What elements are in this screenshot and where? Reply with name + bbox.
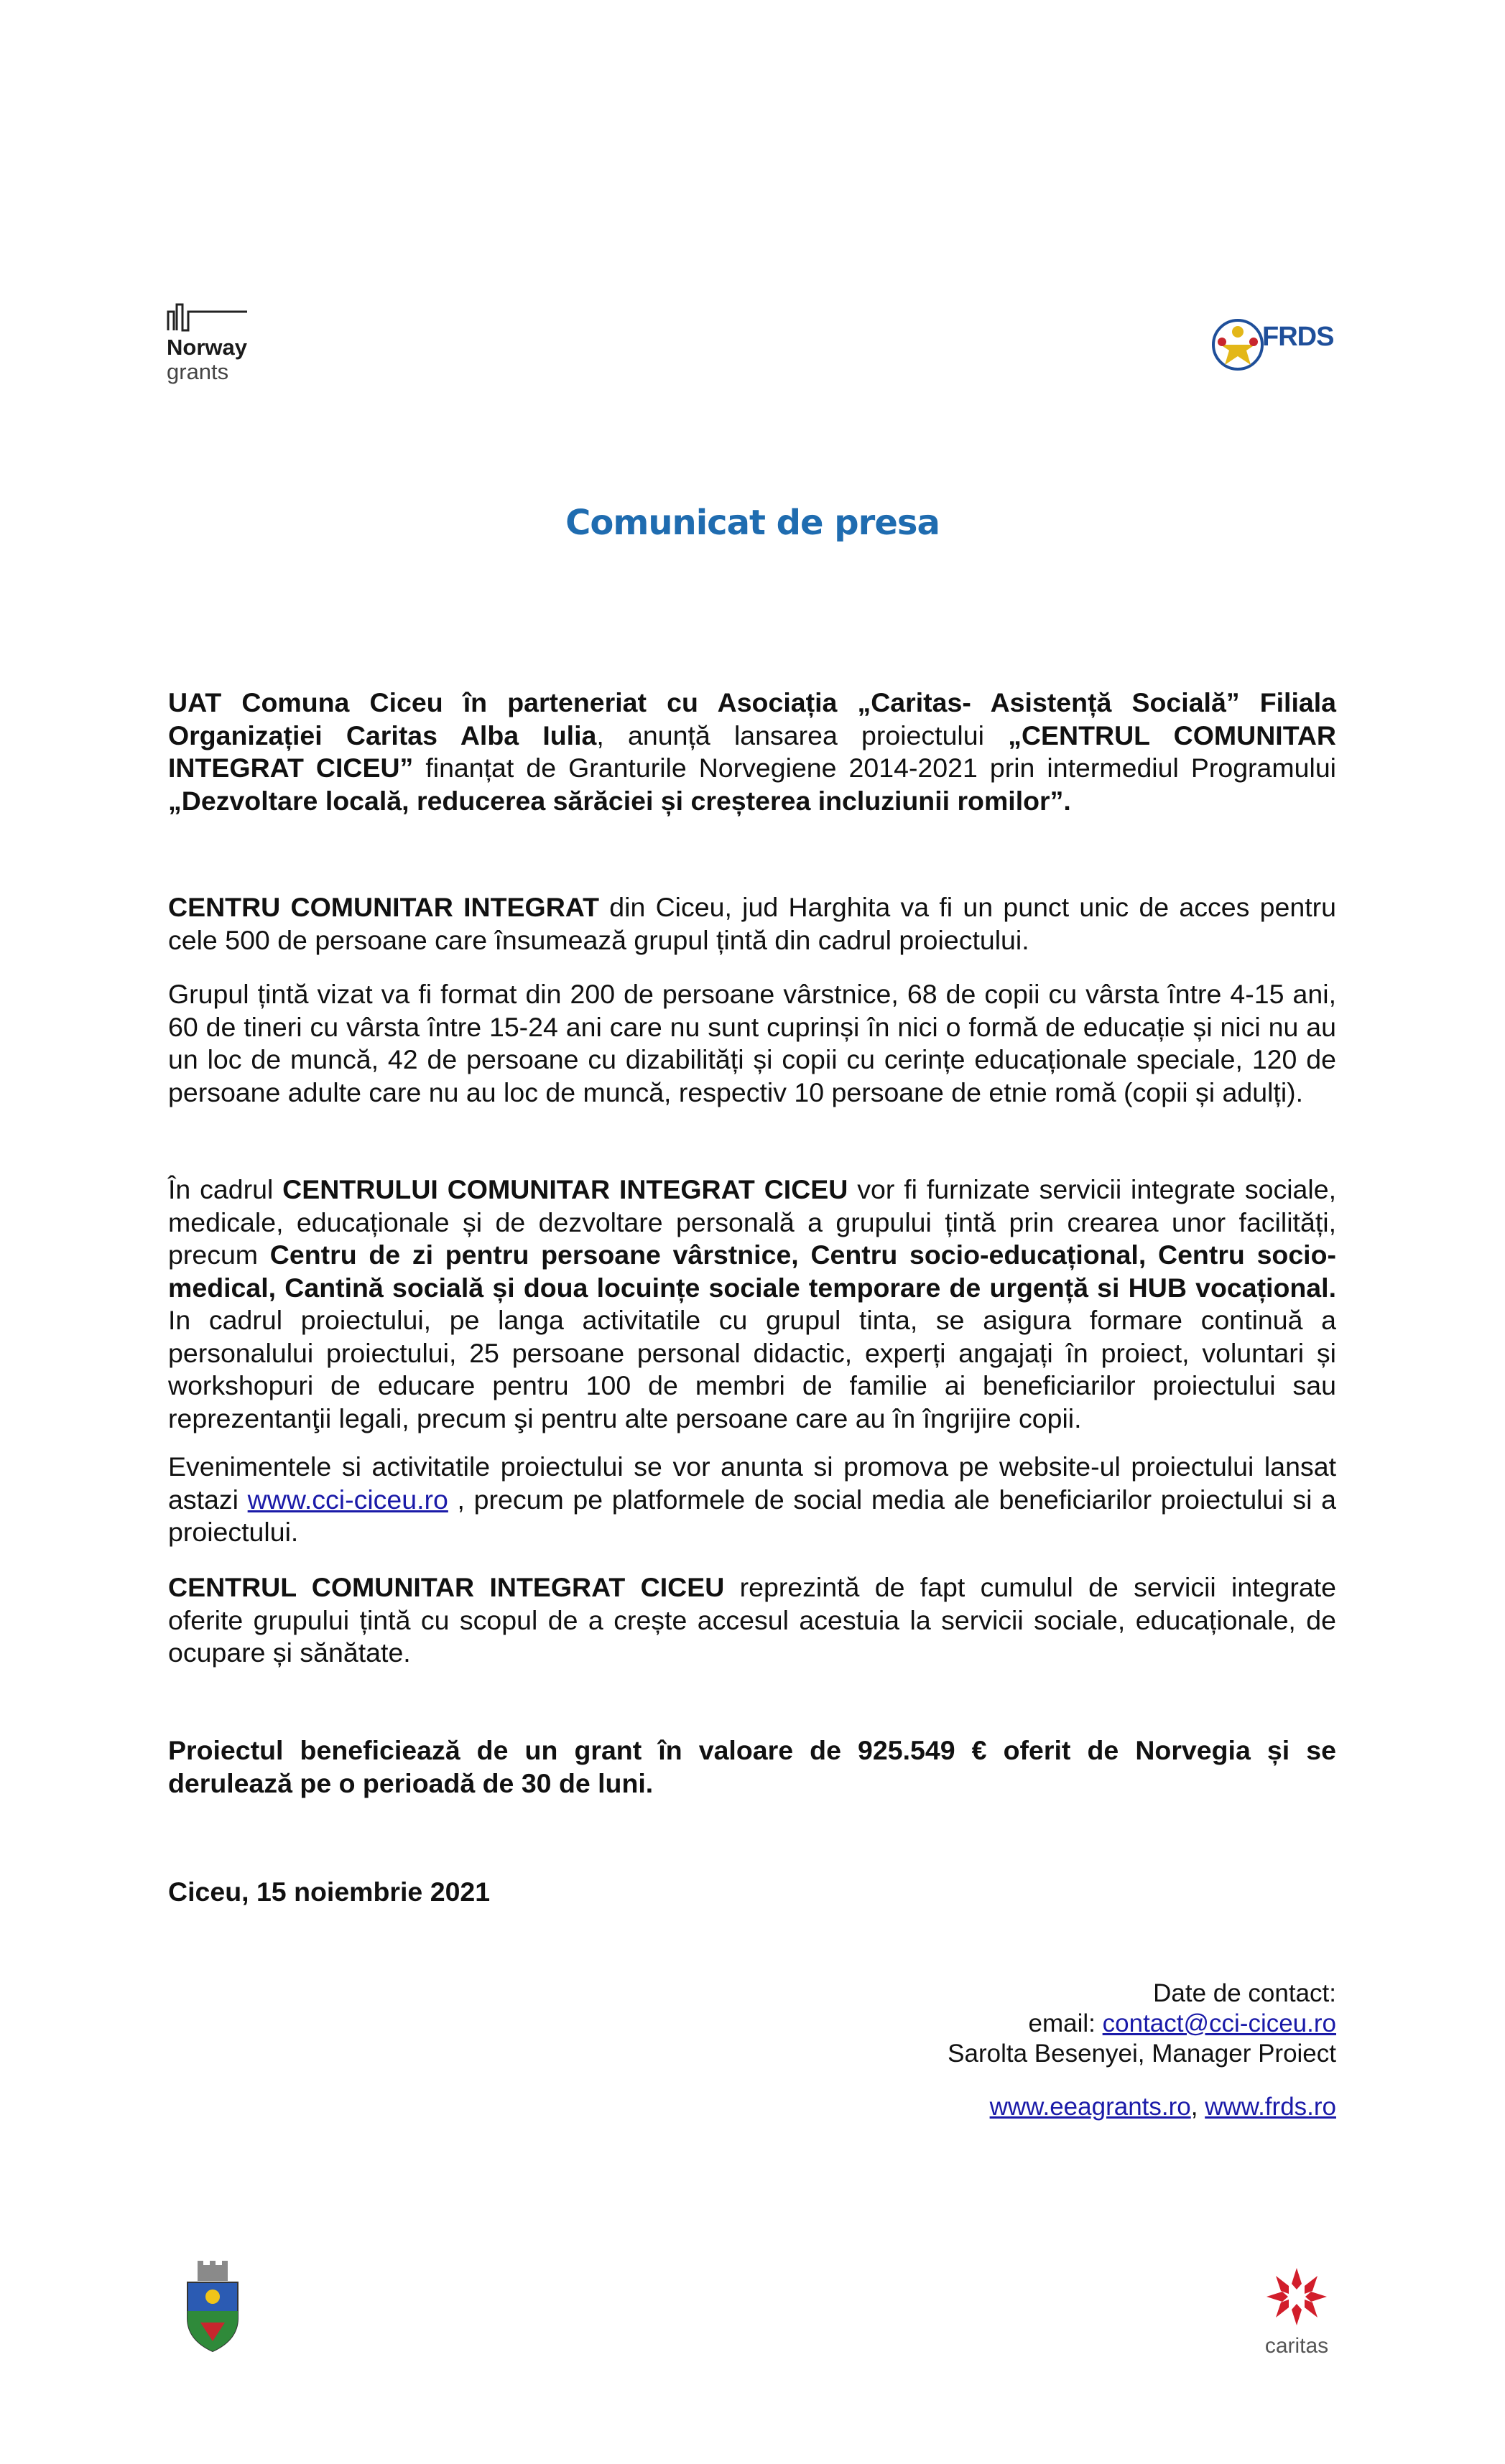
caritas-logo-text: caritas xyxy=(1264,2334,1329,2358)
bold-run: UAT Comuna Ciceu în parteneriat cu Asociația „Caritas- Asistență Socială” Filiala Organizației Caritas Alba Iulia xyxy=(168,687,1336,750)
text-run: În cadrul xyxy=(168,1174,283,1204)
text-run: Grupul țintă vizat va fi format din 200 de persoane vârstnice, 68 de copii cu vârsta între 4-15 ani, 60 de tineri cu vârsta între 15-24 ani care nu sunt cuprinși în nici o formă de educație și nici nu au un loc de muncă, 42 de persoane cu dizabilități și copii cu cerințe educaționale speciale, 120 de persoane adulte care nu au loc de muncă, respectiv 10 persoane de etnie romă (copii și adulți). xyxy=(168,979,1336,1107)
paragraph-grant: Proiectul beneficiează de un grant în valoare de 925.549 € oferit de Norvegia și se derulează pe o perioadă de 30 de luni. xyxy=(168,1735,1336,1798)
caritas-cross-icon xyxy=(1257,2262,1336,2331)
contact-links xyxy=(990,2092,1336,2122)
frds-logo xyxy=(1210,313,1334,385)
norway-logo-name: Norway xyxy=(167,335,247,360)
frds-link[interactable]: www.frds.ro xyxy=(1205,2093,1336,2121)
contact-manager: Sarolta Besenyei, Manager Proiect xyxy=(948,2040,1336,2068)
paragraph-grup-tinta xyxy=(168,978,1336,1109)
bold-run: „CENTRUL COMUNITAR INTEGRAT CICEU” xyxy=(168,720,1336,783)
text-run: din Ciceu, jud Harghita va fi un punct unic de acces pentru cele 500 de persoane care însumează grupul țintă din cadrul proiectului. xyxy=(168,892,1336,955)
bold-run: CENTRUL COMUNITAR INTEGRAT CICEU xyxy=(168,1572,725,1602)
website-link[interactable]: www.cci-ciceu.ro xyxy=(247,1484,448,1515)
paragraph-evenimente xyxy=(168,1451,1336,1549)
paragraph-evenimente-text-end: , precum pe platformele de social media ale beneficiarilor proiectului si a proiectului. xyxy=(168,1484,1336,1547)
links-separator: , xyxy=(1190,2093,1205,2121)
ciceu-crest-logo xyxy=(183,2261,242,2354)
eeagrants-link[interactable]: www.eeagrants.ro xyxy=(989,2093,1191,2121)
text-run: finanțat de Granturile Norvegiene 2014-2021 prin intermediul Programului xyxy=(413,753,1337,783)
paragraph-intro xyxy=(168,687,1336,817)
paragraph-evenimente-text: Evenimentele si activitatile proiectului se vor anunta si promova pe website-ul proiectului lansat astazi xyxy=(168,1451,1336,1515)
norway-grants-mark-icon xyxy=(167,302,249,332)
bold-run: CENTRULUI COMUNITAR INTEGRAT CICEU xyxy=(282,1174,848,1204)
paragraph-rezumat xyxy=(168,1571,1336,1670)
date-line: Ciceu, 15 noiembrie 2021 xyxy=(168,1877,491,1907)
contact-email-link[interactable]: contact@cci-ciceu.ro xyxy=(1102,2009,1336,2037)
caritas-logo xyxy=(1257,2262,1336,2356)
coat-of-arms-icon xyxy=(183,2261,242,2354)
text-run: reprezintă de fapt cumulul de servicii integrate oferite grupului țintă cu scopul de a crește accesul acestuia la servicii sociale, educaționale, de ocupare și sănătate. xyxy=(168,1572,1336,1668)
bold-run: CENTRU COMUNITAR INTEGRAT xyxy=(168,892,600,922)
text-run: , anunță lansarea proiectului xyxy=(596,720,1009,750)
norway-logo-sub: grants xyxy=(167,359,229,384)
frds-emblem-icon xyxy=(1210,313,1265,378)
text-run: vor fi furnizate servicii integrate sociale, medicale, educaționale și de dezvoltare personală a grupului țintă prin crearea unor facilități, precum xyxy=(168,1174,1337,1270)
frds-logo-text: FRDS xyxy=(1262,322,1334,352)
contact-email-label: email: xyxy=(1028,2009,1103,2037)
text-run: In cadrul proiectului, pe langa activitatile cu grupul tinta, se asigura formare continuă a personalului proiectului, 25 persoane personal didactic, experți angajați în proiect, voluntari și workshopuri de educare pentru 100 de membri de familie ai beneficiarilor proiectului sau reprezentanţii legali, precum şi pentru alte persoane care au în îngrijire copii. xyxy=(168,1305,1336,1433)
norway-grants-logo xyxy=(167,302,274,384)
paragraph-centru xyxy=(168,891,1336,957)
bold-run: „Dezvoltare locală, reducerea sărăciei și creșterea incluziunii romilor”. xyxy=(168,785,1071,816)
contact-email-line xyxy=(1029,2009,1336,2039)
contact-heading: Date de contact: xyxy=(1153,1979,1336,2007)
bold-run: Centru de zi pentru persoane vârstnice, Centru socio-educațional, Centru socio-medical, Cantină socială și doua locuințe sociale temporare de urgență si HUB vocațional. xyxy=(168,1240,1336,1303)
page-title: Comunicat de presa xyxy=(565,503,940,543)
paragraph-servicii xyxy=(168,1173,1336,1435)
